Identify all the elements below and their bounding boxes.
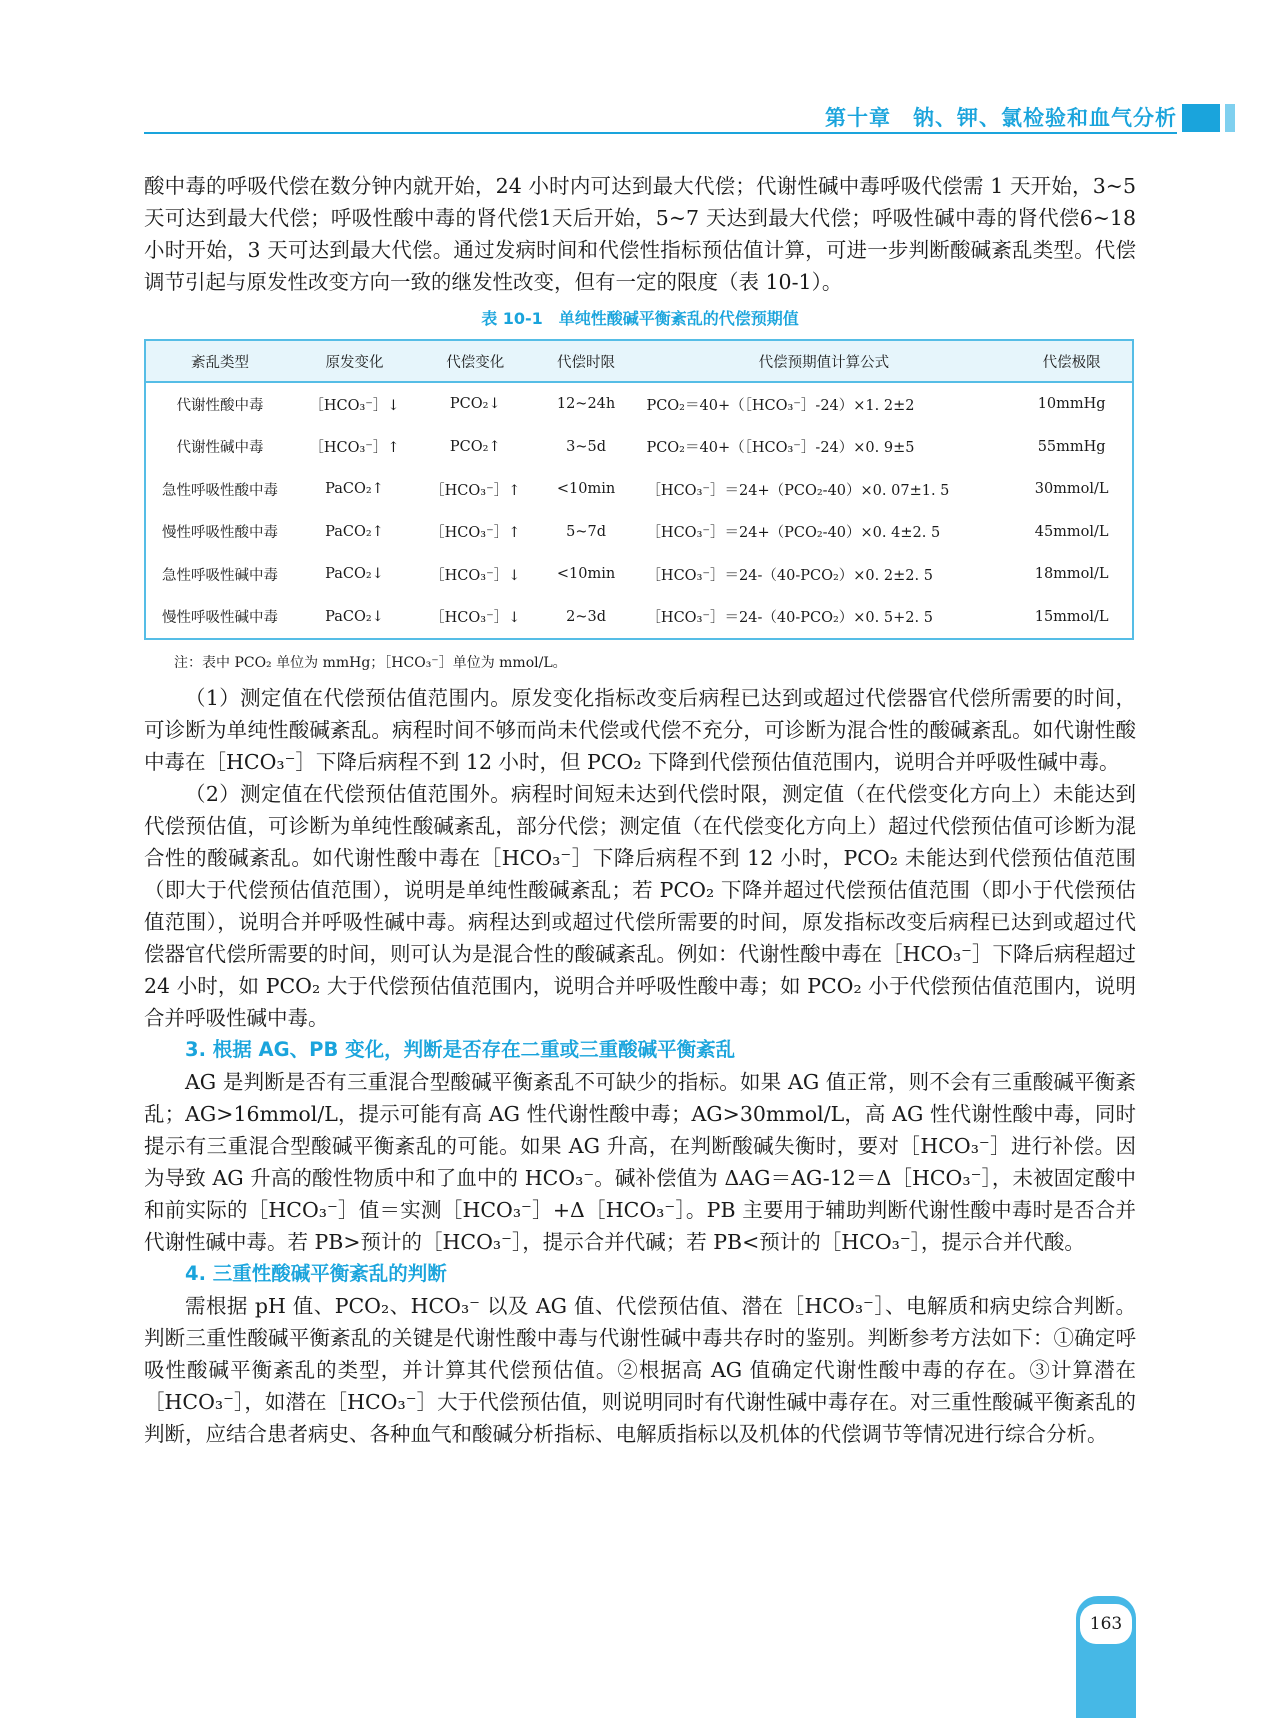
table-cell: 2~3d <box>566 608 606 625</box>
table-cell: ［HCO₃⁻］＝24+（PCO₂-40）×0. 07±1. 5 <box>646 482 950 499</box>
table-cell: PaCO₂↑ <box>325 481 384 498</box>
table-cell: ［HCO₃⁻］↓ <box>430 567 521 584</box>
paragraph-2: （2）测定值在代偿预估值范围外。病程时间短未达到代偿时限，测定值（在代偿变化方向上）未能达到代偿预估值，可诊断为单纯性酸碱紊乱，部分代偿；测定值（在代偿变化方向上）超过代偿预估值可诊断为混合性的酸碱紊乱。如代谢性酸中毒在［HCO₃⁻］下降后病程不到 12 小时，PCO₂ 未能达到代偿预估值范围（即大于代偿预估值范围），说明是单纯性酸碱紊乱；若 PCO₂ 下降并超过代偿预估值范围（即小于代偿预估值范围），说明合并呼吸性碱中毒。病程达到或超过代偿所需要的时间，原发指标改变后病程已达到或超过代偿器官代偿所需要的时间，则可认为是混合性的酸碱紊乱。例如：代谢性酸中毒在［HCO₃⁻］下降后病程超过 24 小时，如 PCO₂ 大于代偿预估值范围内，说明合并呼吸性酸中毒；如 PCO₂ 小于代偿预估值范围内，说明合并呼吸性碱中毒。 <box>144 782 1136 1030</box>
table-row <box>145 511 1133 554</box>
section-3-text: AG 是判断是否有三重混合型酸碱平衡紊乱不可缺少的指标。如果 AG 值正常，则不会有三重酸碱平衡紊乱；AG>16mmol/L，提示可能有高 AG 性代谢性酸中毒；AG>30mmol/L，高 AG 性代谢性酸中毒，同时提示有三重混合型酸碱平衡紊乱的可能。如果 AG 升高，在判断酸碱失衡时，要对［HCO₃⁻］进行补偿。因为导致 AG 升高的酸性物质中和了血中的 HCO₃⁻。碱补偿值为 ΔAG＝AG-12＝Δ［HCO₃⁻］，未被固定酸中和前实际的［HCO₃⁻］值＝实测［HCO₃⁻］+Δ［HCO₃⁻］。PB 主要用于辅助判断代谢性酸中毒时是否合并代谢性碱中毒。若 PB>预计的［HCO₃⁻］，提示合并代碱；若 PB<预计的［HCO₃⁻］，提示合并代酸。 <box>144 1070 1136 1254</box>
table-header: 代偿时限 <box>536 340 637 382</box>
table-cell: ［HCO₃⁻］＝24-（40-PCO₂）×0. 5+2. 5 <box>646 610 933 627</box>
header-rule <box>144 132 1177 134</box>
table-cell: 3~5d <box>566 438 606 455</box>
table-row <box>145 426 1133 469</box>
table-cell: PCO₂↓ <box>449 396 501 413</box>
table-cell: 15mmol/L <box>1034 608 1109 625</box>
page-number: 163 <box>1080 1604 1132 1644</box>
table-cell: 45mmol/L <box>1034 523 1109 540</box>
table-cell: 5~7d <box>566 523 606 540</box>
table-cell: 急性呼吸性酸中毒 <box>162 482 279 499</box>
table-header: 代偿极限 <box>1011 340 1133 382</box>
table-cell: 18mmol/L <box>1034 566 1109 583</box>
table-cell: 慢性呼吸性碱中毒 <box>162 610 279 627</box>
table-cell: 30mmol/L <box>1034 481 1109 498</box>
table-cell: ［HCO₃⁻］＝24-（40-PCO₂）×0. 2±2. 5 <box>646 567 933 584</box>
table-header: 代偿预期值计算公式 <box>636 340 1011 382</box>
table-cell: PCO₂＝40+（［HCO₃⁻］-24）×1. 2±2 <box>646 397 915 414</box>
table-cell: 10mmHg <box>1037 396 1106 413</box>
table-cell: ［HCO₃⁻］↑ <box>430 525 521 542</box>
table-cell: ［HCO₃⁻］↑ <box>430 482 521 499</box>
table-note: 注：表中 PCO₂ 单位为 mmHg；［HCO₃⁻］单位为 mmol/L。 <box>174 655 567 671</box>
table-row <box>145 468 1133 511</box>
table-cell: PaCO₂↓ <box>325 608 384 625</box>
table-cell: PaCO₂↑ <box>325 523 384 540</box>
table-cell: 55mmHg <box>1037 438 1106 455</box>
table-cell: PCO₂＝40+（［HCO₃⁻］-24）×0. 9±5 <box>646 440 915 457</box>
table-cell: <10min <box>556 481 616 498</box>
section-3-heading: 3. 根据 AG、PB 变化，判断是否存在二重或三重酸碱平衡紊乱 <box>185 1038 736 1061</box>
table-cell: ［HCO₃⁻］↓ <box>309 397 400 414</box>
table-cell: ［HCO₃⁻］↑ <box>309 440 400 457</box>
table-row <box>145 553 1133 596</box>
table-header: 代偿变化 <box>415 340 536 382</box>
table-cell: 12~24h <box>556 396 616 413</box>
chapter-title: 第十章 钠、钾、氯检验和血气分析 <box>825 106 1177 130</box>
page-header <box>0 96 1275 136</box>
table-cell: PaCO₂↓ <box>325 566 384 583</box>
table-cell: 代谢性酸中毒 <box>176 397 264 414</box>
table-row <box>145 596 1133 640</box>
table-row <box>145 382 1133 426</box>
header-accent-block <box>1182 104 1220 132</box>
table-cell: PCO₂↑ <box>449 438 501 455</box>
table-cell: ［HCO₃⁻］↓ <box>430 610 521 627</box>
page-body <box>144 170 1136 1450</box>
table-header: 原发变化 <box>294 340 415 382</box>
table-cell: 慢性呼吸性酸中毒 <box>162 525 279 542</box>
header-accent-block-light <box>1225 104 1235 132</box>
table-caption: 表 10-1 单纯性酸碱平衡紊乱的代偿预期值 <box>481 309 799 328</box>
table-cell: 急性呼吸性碱中毒 <box>162 567 279 584</box>
compensation-table <box>144 339 1134 640</box>
table-header: 紊乱类型 <box>145 340 294 382</box>
section-4-text: 需根据 pH 值、PCO₂、HCO₃⁻ 以及 AG 值、代偿预估值、潜在［HCO₃⁻］、电解质和病史综合判断。判断三重性酸碱平衡紊乱的关键是代谢性酸中毒与代谢性碱中毒共存时的鉴别。判断参考方法如下：①确定呼吸性酸碱平衡紊乱的类型，并计算其代偿预估值。②根据高 AG 值确定代谢性酸中毒的存在。③计算潜在［HCO₃⁻］，如潜在［HCO₃⁻］大于代偿预估值，则说明同时有代谢性碱中毒存在。对三重性酸碱平衡紊乱的判断，应结合患者病史、各种血气和酸碱分析指标、电解质指标以及机体的代偿调节等情况进行综合分析。 <box>144 1294 1136 1446</box>
table-header-row <box>145 340 1133 382</box>
table-cell: 代谢性碱中毒 <box>176 440 264 457</box>
paragraph-1: （1）测定值在代偿预估值范围内。原发变化指标改变后病程已达到或超过代偿器官代偿所需要的时间，可诊断为单纯性酸碱紊乱。病程时间不够而尚未代偿或代偿不充分，可诊断为混合性的酸碱紊乱。如代谢性酸中毒在［HCO₃⁻］下降后病程不到 12 小时，但 PCO₂ 下降到代偿预估值范围内，说明合并呼吸性碱中毒。 <box>144 686 1136 774</box>
section-4-heading: 4. 三重性酸碱平衡紊乱的判断 <box>185 1262 447 1285</box>
intro-paragraph: 酸中毒的呼吸代偿在数分钟内就开始，24 小时内可达到最大代偿；代谢性碱中毒呼吸代偿需 1 天开始，3~5 天可达到最大代偿；呼吸性酸中毒的肾代偿1天后开始，5~7 天达到最大代偿；呼吸性碱中毒的肾代偿6~18 小时开始，3 天可达到最大代偿。通过发病时间和代偿性指标预估值计算，可进一步判断酸碱紊乱类型。代偿调节引起与原发性改变方向一致的继发性改变，但有一定的限度（表 10-1）。 <box>144 174 1136 294</box>
table-cell: ［HCO₃⁻］＝24+（PCO₂-40）×0. 4±2. 5 <box>646 525 941 542</box>
table-cell: <10min <box>556 566 616 583</box>
